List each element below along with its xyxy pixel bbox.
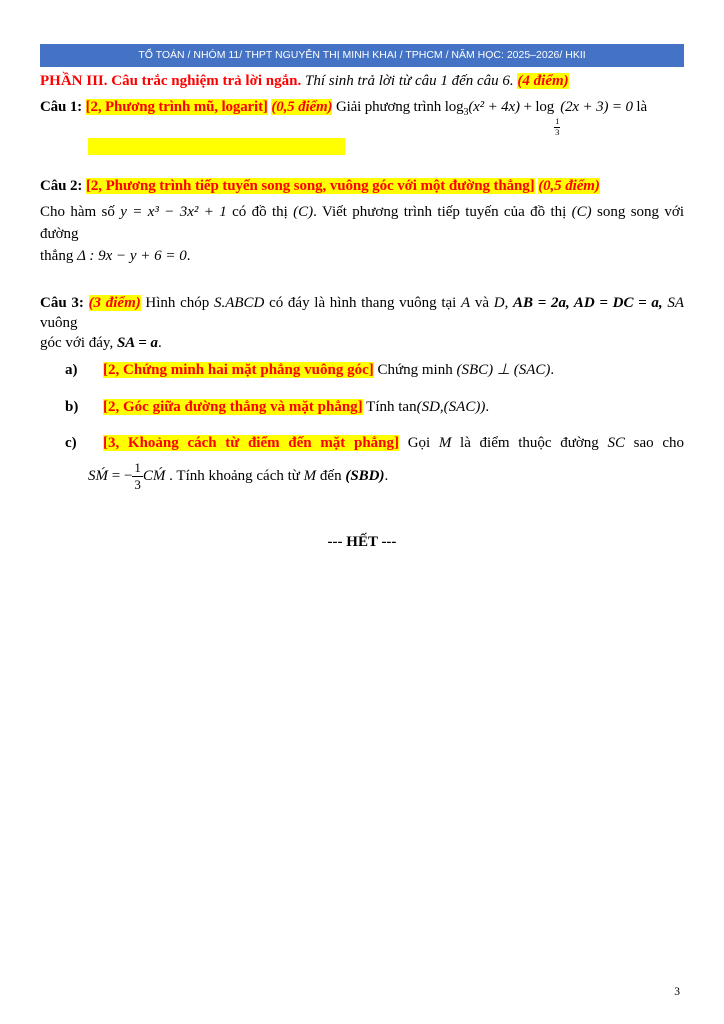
- item-c-t1: Gọi: [399, 434, 439, 451]
- q1-points: (0,5 điểm): [271, 99, 333, 115]
- item-c-sbd: (SBD): [345, 467, 385, 484]
- q1-after: là: [632, 99, 647, 115]
- q3-points: (3 điểm): [88, 294, 141, 311]
- item-b-tan: tan: [398, 398, 417, 415]
- q1-log1: log: [444, 99, 464, 115]
- item-a-math: (SBC) ⊥ (SAC): [456, 361, 551, 378]
- q1-plus: +: [519, 99, 536, 115]
- part3-points: (4 điểm): [517, 73, 569, 89]
- item-c-point-m: M: [438, 434, 452, 451]
- q1-arg1: (x² + 4x): [468, 99, 520, 115]
- q2-delta-line: Δ : 9x − y + 6 = 0: [77, 247, 187, 264]
- q3-line1: [40, 293, 684, 333]
- q3-label: Câu 3:: [40, 294, 84, 311]
- q3-line2: [40, 333, 684, 353]
- q2-label: Câu 2:: [40, 177, 83, 194]
- document-content: [40, 44, 684, 551]
- q1-frac-den: 3: [555, 126, 560, 137]
- end-marker: [40, 534, 684, 551]
- item-c-t3: sao cho: [624, 434, 684, 451]
- q3-t1: Hình chóp: [140, 294, 214, 311]
- q1-log1-base: 3: [463, 107, 469, 118]
- question-2-heading: [40, 175, 684, 197]
- q3-dimensions: AB = 2a, AD = DC = a,: [513, 294, 663, 311]
- item-b-label: b): [65, 398, 79, 415]
- q2-points: (0,5 điểm): [538, 177, 600, 194]
- page-number: 3: [674, 986, 680, 998]
- item-c-sc: SC: [607, 434, 625, 451]
- header-bar: [40, 44, 684, 67]
- q3-t4: ,: [504, 294, 514, 311]
- item-a-label: a): [65, 361, 78, 378]
- item-c-vector-cm: CḾ: [142, 467, 166, 484]
- q2-topic-tag: [2, Phương trình tiếp tuyến song song, vuông góc với một đường thẳng]: [85, 177, 535, 194]
- item-a-t1: Chứng minh: [373, 361, 457, 378]
- q3-t3: và: [470, 294, 494, 311]
- q3-t8: .: [158, 334, 162, 351]
- q3-pyramid: S.ABCD: [213, 294, 265, 311]
- q2-t5: thẳng: [40, 247, 78, 264]
- q3-sa: SA: [667, 294, 685, 311]
- q2-body-line1: [40, 201, 684, 245]
- q1-label: Câu 1:: [40, 99, 83, 115]
- q2-t2: có đồ thị: [226, 203, 294, 220]
- q2-function: y = x³ − 3x² + 1: [120, 203, 227, 220]
- q3-item-a: [40, 359, 684, 382]
- q1-highlight-strip: [88, 138, 345, 155]
- item-a-topic-tag: [2, Chứng minh hai mặt phẳng vuông góc]: [103, 361, 374, 378]
- item-c-t6: .: [384, 467, 389, 484]
- item-c-t4: . Tính khoảng cách từ: [165, 467, 304, 484]
- q1-lead: Giải phương trình: [332, 99, 445, 115]
- q2-curve-c2: (C): [571, 203, 592, 220]
- part3-title-line: [40, 71, 684, 92]
- q3-item-c: [40, 432, 684, 455]
- q1-frac-num: 1: [555, 116, 560, 126]
- part3-instruction: Thí sinh trả lời từ câu 1 đến câu 6.: [301, 73, 518, 89]
- item-c-frac-num: 1: [134, 460, 141, 475]
- item-c-frac-den: 3: [134, 476, 141, 492]
- item-c-vector-sm: SḾ: [88, 467, 108, 484]
- item-b-t2: .: [485, 398, 490, 415]
- q1-arg2: (2x + 3) = 0: [560, 99, 633, 115]
- item-c-topic-tag: [3, Khoảng cách từ điểm đến mặt phẳng]: [103, 434, 400, 451]
- q2-t3: . Viết phương trình tiếp tuyến của đồ thị: [313, 203, 572, 220]
- question-1-line: [40, 96, 684, 138]
- q2-t1: Cho hàm số: [40, 203, 121, 220]
- q3-point-d: D: [493, 294, 505, 311]
- header-bar-text: TỔ TOÁN / NHÓM 11/ THPT NGUYỄN THỊ MINH KHAI / TPHCM / NĂM HỌC: 2025–2026/ HKII: [138, 49, 586, 61]
- q3-t6: vuông: [40, 314, 78, 331]
- item-c-label: c): [65, 434, 77, 451]
- item-b-topic-tag: [2, Góc giữa đường thẳng và mặt phẳng]: [103, 398, 363, 415]
- q3-t2: có đáy là hình thang vuông tại: [264, 294, 462, 311]
- q2-curve-c: (C): [293, 203, 314, 220]
- q3-t7: góc với đáy,: [40, 334, 117, 351]
- q3-sa-value: SA = a: [116, 334, 159, 351]
- q3-point-a: A: [461, 294, 471, 311]
- item-b-t1: Tính: [362, 398, 399, 415]
- end-marker-text: --- HẾT ---: [327, 533, 397, 550]
- item-a-t2: .: [550, 361, 555, 378]
- question-3-block: [40, 293, 684, 353]
- item-c-t2: là điểm thuộc đường: [451, 434, 608, 451]
- item-c-point-m2: M: [303, 467, 317, 484]
- q1-log2: log: [535, 99, 555, 115]
- q2-body-line2: [40, 245, 684, 267]
- item-c-fraction: [132, 460, 143, 492]
- q2-t4: song song với đường: [40, 203, 685, 242]
- item-b-math: (SD,(SAC)): [416, 398, 486, 415]
- item-c-formula-line: [40, 458, 684, 494]
- item-c-t5: đến: [316, 467, 346, 484]
- q1-topic-tag: [2, Phương trình mũ, logarit]: [85, 99, 268, 115]
- q1-log2-base-fraction: [554, 117, 560, 138]
- item-c-equals: = −: [108, 467, 133, 484]
- q3-item-b: [40, 396, 684, 419]
- q2-t6: .: [186, 247, 191, 264]
- part3-title: PHẦN III. Câu trắc nghiệm trả lời ngắn.: [40, 73, 302, 89]
